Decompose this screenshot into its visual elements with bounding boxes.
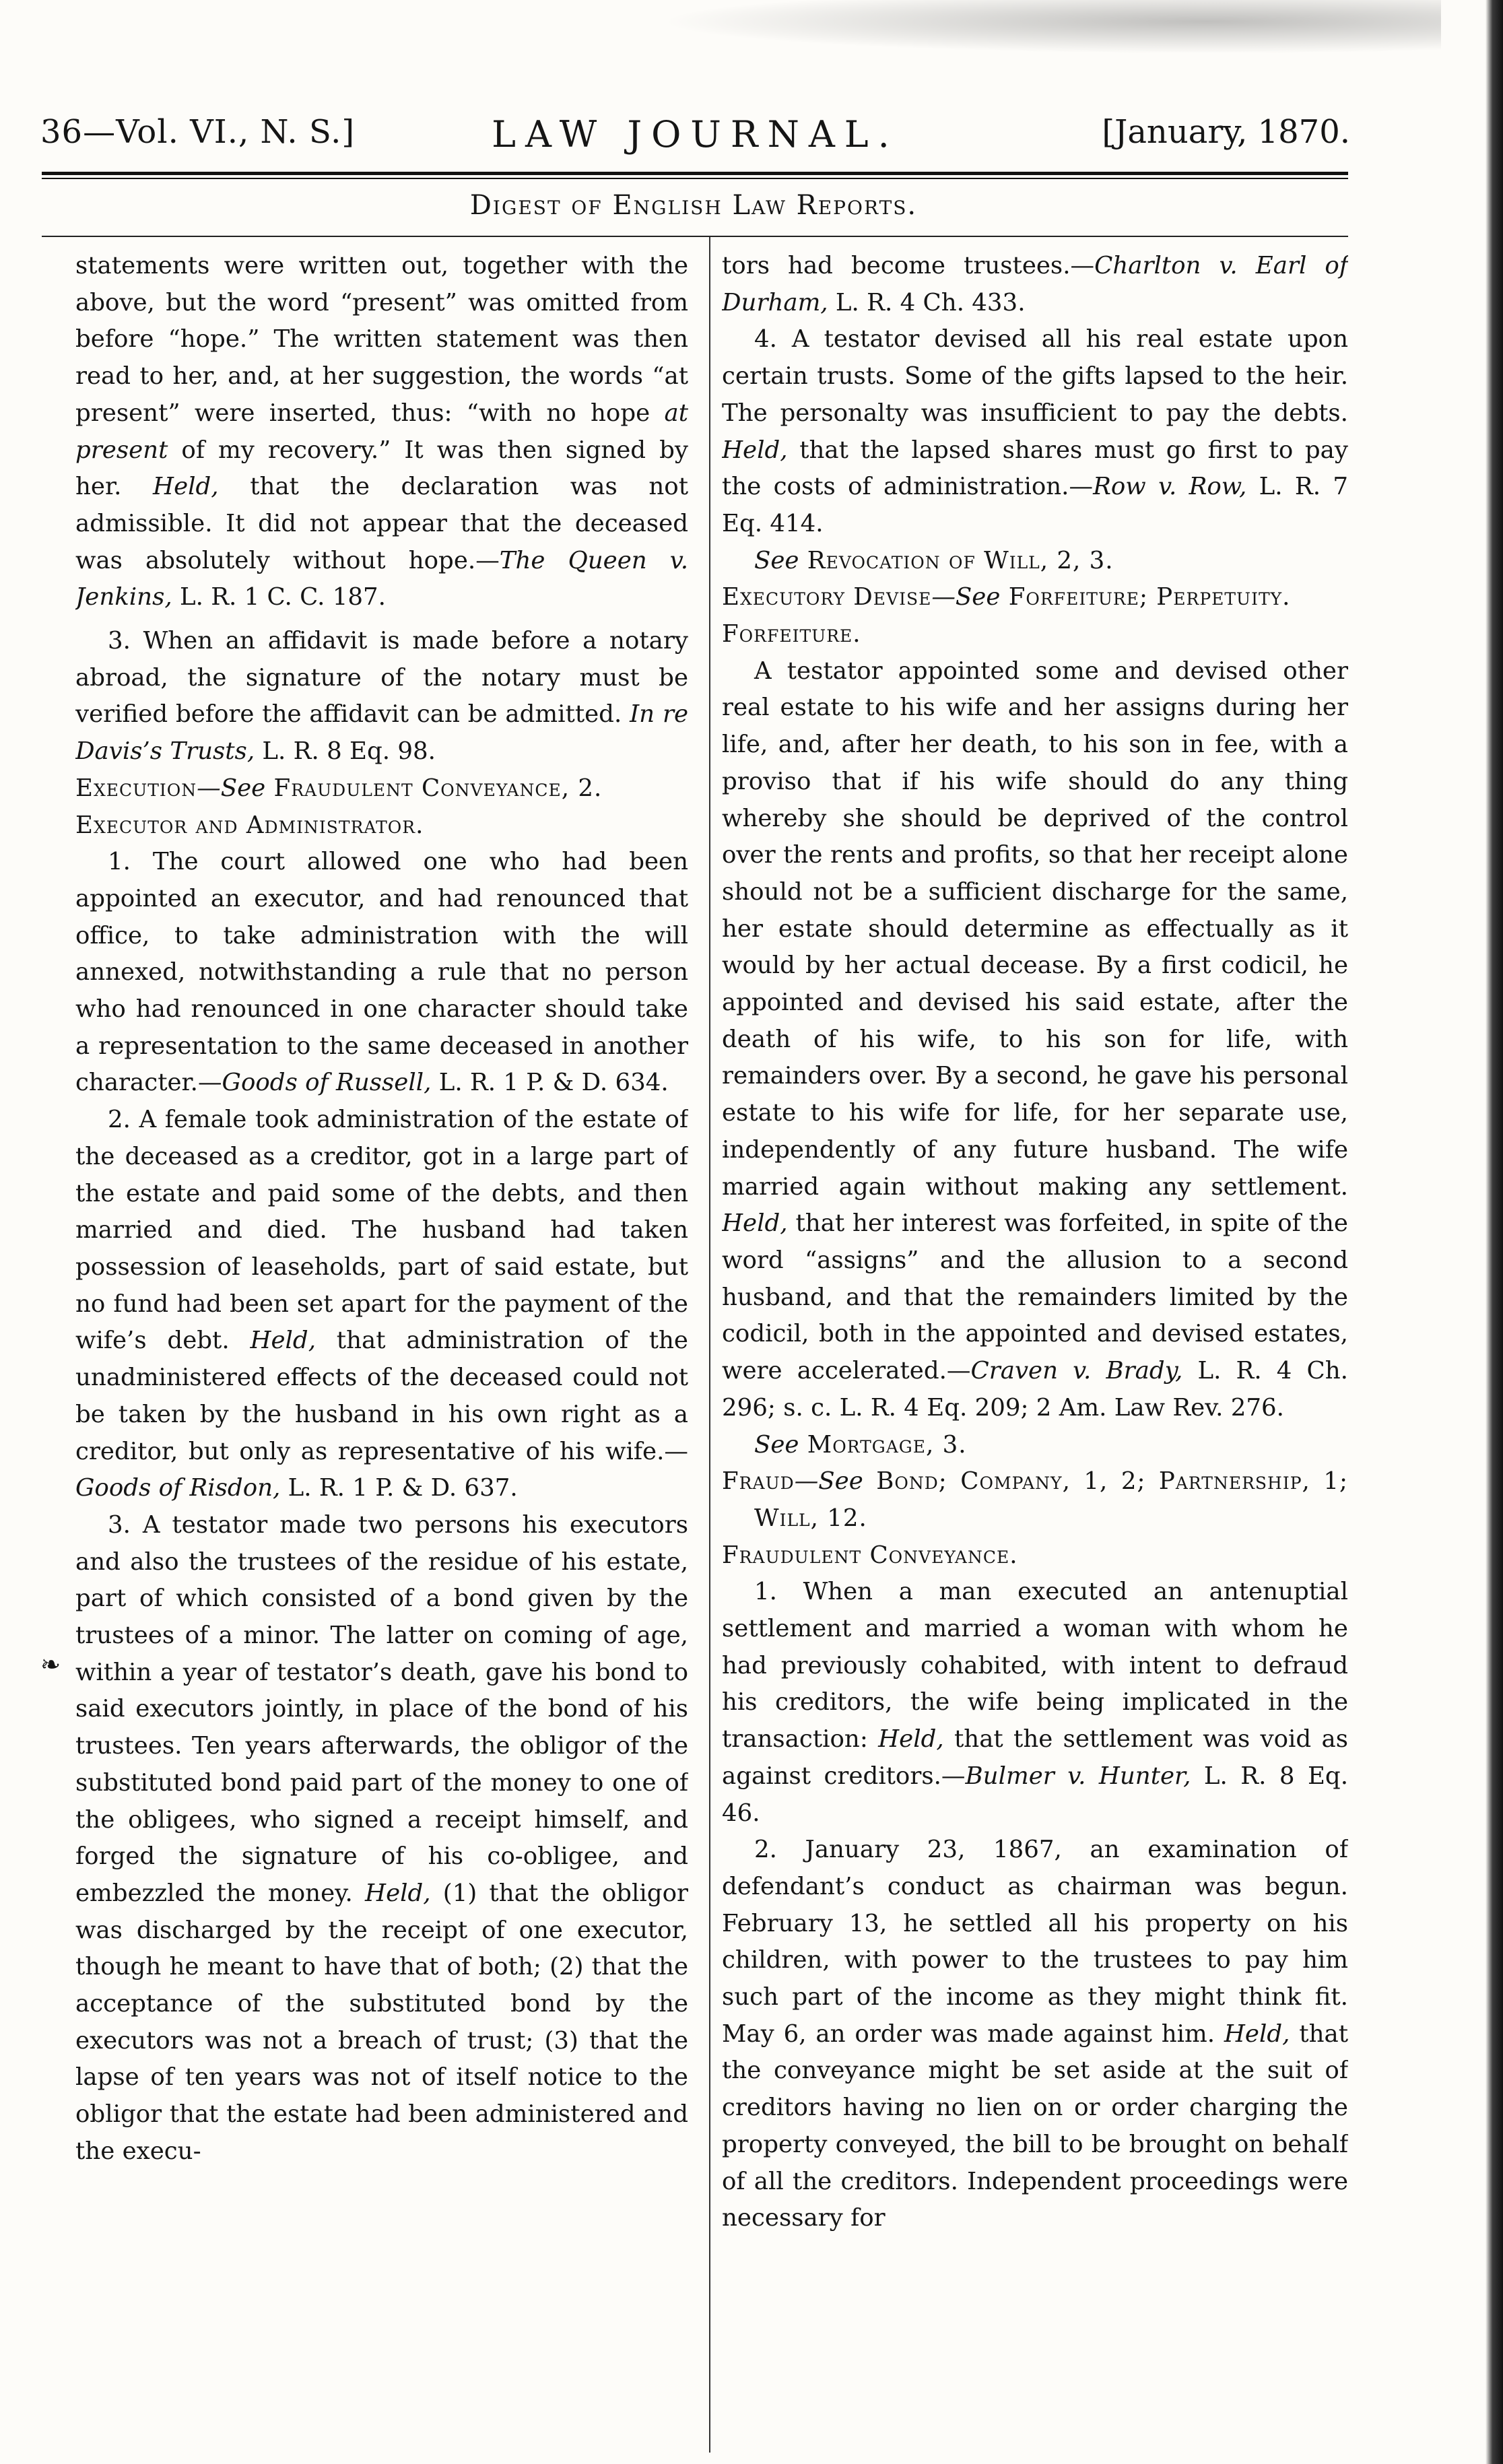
margin-mark: ❧ — [40, 1651, 61, 1679]
paragraph — [722, 1574, 1348, 1832]
cross-reference: Forfeiture; Perpetuity. — [1000, 583, 1291, 611]
text: 3. A testator made two persons his executors and also the trustees of the residue of his estate, part of which consisted of a bond given by the trustees of a minor. The latter on coming of age, within a year of testator’s death, gave his bond to said executors jointly, in place of the bond of his trustees. Ten years afterwards, the obligor of the substituted bond paid part of the money to one of the obligees, who signed a receipt himself, and forged the signature of his co-obligee, and embezzled the money. — [75, 1510, 688, 1907]
citation: L. R. 8 Eq. 98. — [255, 737, 436, 766]
heading-text: Forfeiture. — [722, 620, 861, 648]
paragraph — [722, 248, 1348, 321]
header-journal-title: LAW JOURNAL. — [492, 113, 899, 156]
header-rule-thick — [42, 172, 1348, 175]
held-label: Held, — [722, 1209, 788, 1238]
right-column — [722, 248, 1348, 2450]
digest-heading — [722, 579, 1348, 616]
heading-text: Fraud — [722, 1467, 795, 1496]
paragraph — [75, 623, 688, 770]
text: 2. A female took administration of the estate of the deceased as a creditor, got in a large part of the estate and paid some of the debts, and then married and died. The husband had taken possession of leaseholds, part of said estate, but no fund had been set apart for the payment of the wife’s debt. — [75, 1106, 688, 1355]
paragraph — [722, 653, 1348, 1427]
digest-heading — [75, 770, 688, 807]
held-label: Held, — [722, 436, 788, 464]
held-label: Held, — [365, 1879, 431, 1907]
text: 1. The court allowed one who had been appointed an executor, and had renounced that office, to take administration with the will annexed, notwithstanding a rule that no person who had renounced in one character should take a representation to the same deceased in another character.— — [75, 848, 688, 1097]
cross-reference: Bond; Company, 1, 2; Partnership, 1; Will, 12. — [754, 1467, 1348, 1532]
citation: L. R. 8 Eq. 46. — [722, 1762, 1348, 1827]
digest-heading — [722, 1463, 1348, 1537]
see-label: —See — [197, 774, 266, 802]
digest-heading — [75, 807, 688, 844]
digest-heading — [722, 616, 1348, 653]
see-label: See — [754, 546, 799, 574]
heading-text: Executory Devise — [722, 583, 932, 611]
case-name: Row v. Row, — [1093, 473, 1247, 501]
case-name: In re Davis’s Trusts, — [75, 700, 688, 766]
see-label: See — [754, 1430, 799, 1459]
cross-reference: Fraudulent Conveyance, 2. — [265, 774, 603, 802]
case-name: Charlton v. Earl of Durham, — [722, 252, 1348, 317]
held-label: Held, — [878, 1725, 944, 1754]
page-edge-shadow — [1485, 0, 1503, 2464]
citation: L. R. 4 Ch. 433. — [828, 288, 1026, 317]
cross-reference: Revocation of Will, 2, 3. — [799, 546, 1114, 574]
heading-text: Execution — [75, 774, 197, 802]
text: that the settlement was void as against creditors.— — [722, 1725, 1348, 1790]
citation: L. R. 1 P. & D. 637. — [280, 1474, 518, 1502]
text: 3. When an affidavit is made before a notary abroad, the signature of the notary must be verified before the affidavit can be admitted. — [75, 627, 688, 729]
text: of my recovery.” It was then signed by her. — [75, 436, 688, 501]
paragraph — [75, 844, 688, 1102]
paragraph — [722, 1832, 1348, 2237]
citation: L. R. 4 Ch. 296; s. c. L. R. 4 Eq. 209; 2 Am. Law Rev. 276. — [722, 1357, 1348, 1422]
text: that the declaration was not admissible. It did not appear that the deceased was absolutely without hope.— — [75, 473, 688, 574]
held-label: Held, — [153, 473, 219, 501]
heading-text: Executor and Administrator. — [75, 811, 424, 839]
held-label: Held, — [250, 1327, 316, 1355]
paragraph — [75, 1102, 688, 1507]
digest-heading — [722, 1537, 1348, 1574]
case-name: Bulmer v. Hunter, — [965, 1762, 1191, 1790]
citation: L. R. 7 Eq. 414. — [722, 473, 1348, 537]
citation: L. R. 1 P. & D. 634. — [431, 1069, 669, 1097]
header-date: [January, 1870. — [1102, 113, 1350, 151]
text: A testator appointed some and devised other real estate to his wife and her assigns during her life, and, after her death, to his son in fee, with a proviso that if his wife should do any thing whereby she should be deprived of the control over the rents and profits, so that her receipt alone should not be a sufficient discharge for the same, her estate should determine as effectually as it would by her actual decease. By a first codicil, he appointed and devised his said estate, after the death of his wife, to his son for life, with remainders over. By a second, he gave his personal estate to his wife for life, for her separate use, independently of any future husband. The wife married again without making any settlement. — [722, 657, 1348, 1201]
held-label: Held, — [1224, 2020, 1290, 2048]
text: 1. When a man executed an antenuptial settlement and married a woman with whom he had previously cohabited, with intent to defraud his creditors, the wife being implicated in the transaction: — [722, 1578, 1348, 1754]
text: tors had become trustees.— — [722, 252, 1095, 279]
section-rule — [42, 236, 1348, 237]
heading-text: Fraudulent Conveyance. — [722, 1541, 1018, 1569]
see-label: —See — [931, 583, 1001, 611]
cross-reference: Mortgage, 3. — [799, 1430, 967, 1459]
running-header — [40, 113, 1350, 160]
text: that the lapsed shares must go first to pay the costs of administration.— — [722, 436, 1348, 501]
paragraph — [722, 321, 1348, 542]
see-label: —See — [794, 1467, 863, 1496]
section-title: Digest of English Law Reports. — [469, 190, 918, 221]
text: that administration of the unadministered effects of the deceased could not be taken by the husband in his own right as a creditor, but only as representative of his wife.— — [75, 1327, 688, 1465]
text: (1) that the obligor was discharged by the receipt of one executor, though he meant to have that of both; (2) that the acceptance of the substituted bond by the executors was not a breach of trust; (3) that the lapse of ten years was not of itself notice to the obligor that the estate had been administered and the execu- — [75, 1879, 688, 2165]
text: that the conveyance might be set aside at the suit of creditors having no lien on or order charging the property conveyed, the bill to be brought on behalf of all the creditors. Independent proceedings were necessary for — [722, 2020, 1348, 2232]
left-column — [75, 248, 688, 2450]
paragraph — [75, 248, 688, 616]
text: 4. A testator devised all his real estate upon certain trusts. Some of the gifts lapsed to the heir. The personalty was insufficient to pay the debts. — [722, 325, 1348, 427]
text: that her interest was forfeited, in spite of the word “assigns” and the allusion to a second husband, and that the remainders limited by the codicil, both in the appointed and devised estates, were accelerated.— — [722, 1209, 1348, 1385]
text: 2. January 23, 1867, an examination of defendant’s conduct as chairman was begun. February 13, he settled all his property on his children, with power to the trustees to pay him such part of the income as they might think fit. May 6, an order was made against him. — [722, 1836, 1348, 2048]
column-divider — [709, 237, 710, 2453]
citation: L. R. 1 C. C. 187. — [172, 583, 386, 611]
paragraph — [75, 1507, 688, 2170]
case-name: Goods of Russell, — [222, 1069, 432, 1097]
text: statements were written out, together with the above, but the word “present” was omitted from before “hope.” The written statement was then read to her, and, at her suggestion, the words “at present” were inserted, thus: “with no hope — [75, 252, 688, 427]
header-volume: 36—Vol. VI., N. S.] — [40, 113, 356, 151]
see-also-line — [722, 1427, 1348, 1464]
see-also-line — [722, 543, 1348, 580]
case-name: The Queen v. Jenkins, — [75, 546, 688, 611]
case-name: Craven v. Brady, — [970, 1357, 1183, 1385]
header-rule-thin — [42, 178, 1348, 179]
italic-text: at present — [75, 399, 688, 464]
scan-smudge — [660, 0, 1441, 54]
case-name: Goods of Risdon, — [75, 1474, 281, 1502]
